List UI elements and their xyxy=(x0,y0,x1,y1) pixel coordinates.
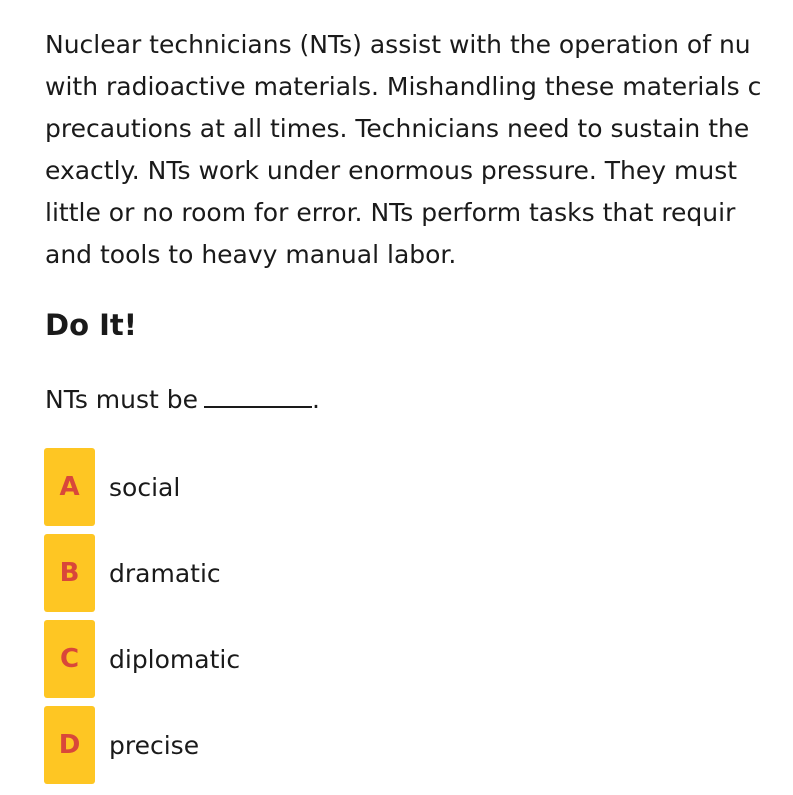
passage-line: little or no room for error. NTs perform tasks that requir xyxy=(45,198,736,227)
passage xyxy=(45,24,793,276)
option-letter: B xyxy=(44,534,95,612)
passage-line: exactly. NTs work under enormous pressure. They must xyxy=(45,156,738,185)
option-d[interactable] xyxy=(44,706,199,784)
passage-line: Nuclear technicians (NTs) assist with the operation of nu xyxy=(45,30,751,59)
option-b[interactable] xyxy=(44,534,221,612)
answer-blank xyxy=(204,380,312,408)
passage-line: with radioactive materials. Mishandling these materials c xyxy=(45,72,762,101)
option-c[interactable] xyxy=(44,620,240,698)
question xyxy=(45,380,320,420)
option-letter: D xyxy=(44,706,95,784)
option-text: social xyxy=(109,472,181,502)
option-text: dramatic xyxy=(109,558,221,588)
option-letter: A xyxy=(44,448,95,526)
question-text: NTs must be xyxy=(45,385,199,414)
option-letter: C xyxy=(44,620,95,698)
passage-line: and tools to heavy manual labor. xyxy=(45,240,457,269)
passage-line: precautions at all times. Technicians need to sustain the xyxy=(45,114,750,143)
option-text: precise xyxy=(109,730,200,760)
option-a[interactable] xyxy=(44,448,180,526)
question-end: . xyxy=(312,385,320,414)
option-text: diplomatic xyxy=(109,644,241,674)
section-heading: Do It! xyxy=(45,308,137,342)
